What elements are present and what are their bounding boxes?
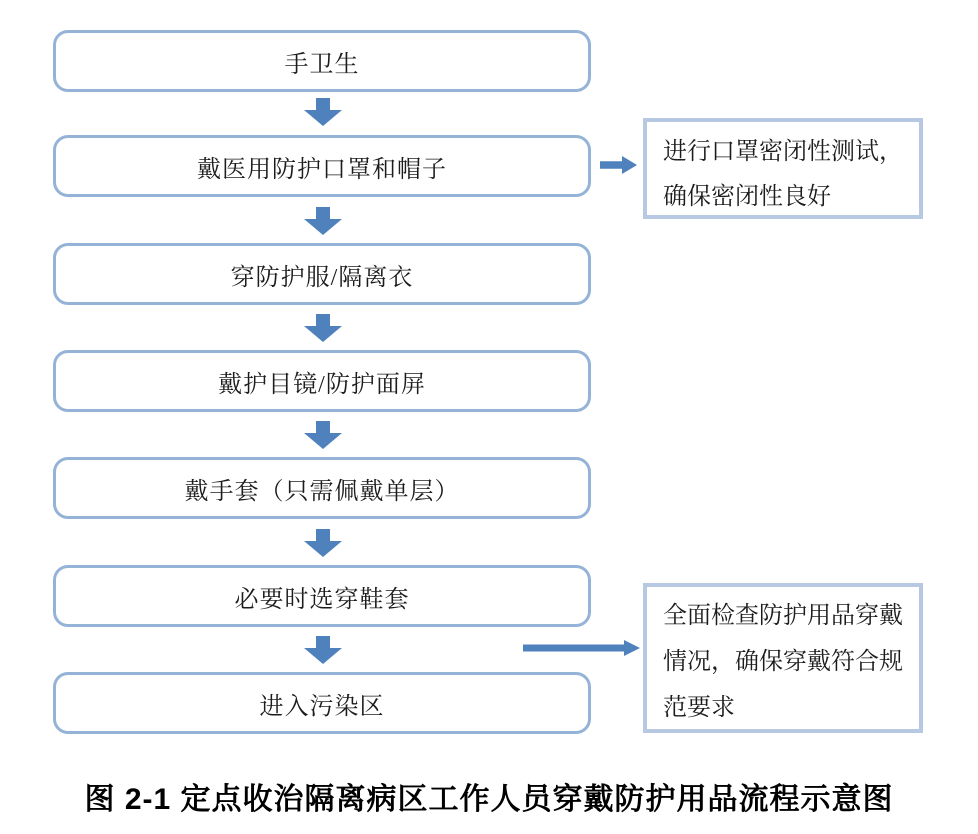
right-arrow-icon [600, 156, 637, 174]
down-arrow-icon [304, 529, 342, 557]
callout-line: 确保密闭性良好 [663, 184, 831, 210]
down-arrow-icon [304, 636, 342, 664]
down-arrow-icon [304, 421, 342, 449]
down-arrow-icon [304, 207, 342, 235]
callout-line: 进行口罩密闭性测试， [663, 139, 903, 165]
callout-final-check [643, 583, 923, 733]
flow-step-label: 戴医用防护口罩和帽子 [197, 156, 447, 183]
flow-step-label: 必要时选穿鞋套 [234, 586, 410, 613]
flow-step-label: 穿防护服/隔离衣 [230, 264, 414, 291]
flow-step-hand-hygiene [53, 30, 591, 92]
flow-step-goggles-faceshield [53, 350, 591, 412]
callout-line: 范要求 [663, 695, 735, 721]
down-arrow-icon [304, 314, 342, 342]
flow-step-enter-contaminated-area [53, 672, 591, 734]
flow-step-label: 手卫生 [284, 51, 360, 78]
flow-step-shoe-covers [53, 565, 591, 627]
flow-step-gloves [53, 457, 591, 519]
flow-step-protective-suit [53, 243, 591, 305]
flow-step-label: 戴护目镜/防护面屏 [218, 371, 426, 398]
flow-step-mask-cap [53, 135, 591, 197]
figure-caption: 图 2-1 定点收治隔离病区工作人员穿戴防护用品流程示意图 [84, 783, 894, 816]
flow-step-label: 戴手套（只需佩戴单层） [184, 478, 460, 505]
down-arrow-icon [304, 98, 342, 126]
callout-line: 全面检查防护用品穿戴 [663, 603, 903, 629]
right-arrow-icon [523, 640, 640, 656]
callout-line: 情况，确保穿戴符合规 [663, 649, 903, 675]
callout-mask-seal-test [643, 118, 923, 219]
flow-step-label: 进入污染区 [259, 693, 385, 720]
